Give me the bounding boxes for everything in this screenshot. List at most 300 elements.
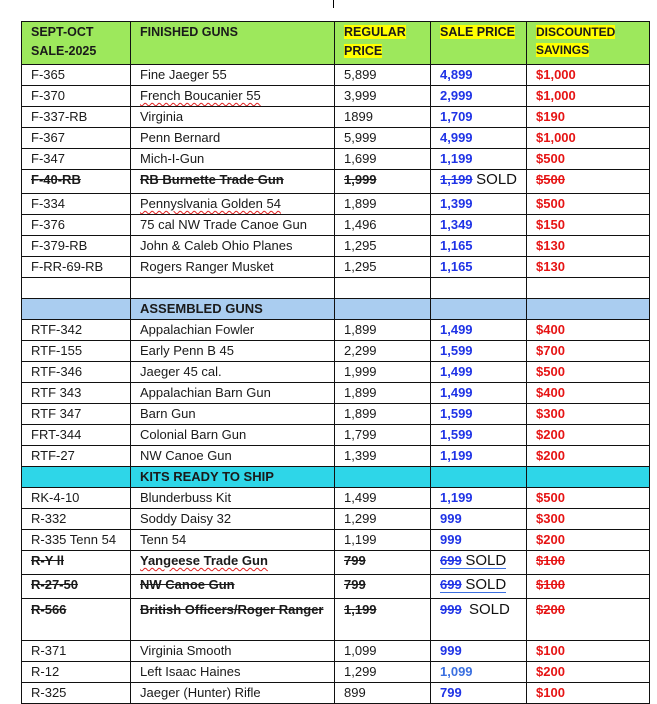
item-code — [22, 404, 131, 425]
sale-price-group — [440, 385, 473, 400]
regular-price — [335, 383, 431, 404]
section-cell — [335, 299, 431, 320]
discount-savings — [527, 662, 650, 683]
section-cell — [335, 467, 431, 488]
item-code — [22, 257, 131, 278]
table-row — [22, 551, 650, 575]
regular-price-text: 1,199 — [344, 602, 377, 617]
savings-text: $190 — [536, 109, 565, 124]
item-code — [22, 86, 131, 107]
savings-text: $200 — [536, 448, 565, 463]
header-line: SEPT-OCT — [31, 25, 94, 39]
sale-price-text: 1,199 — [440, 151, 473, 166]
item-name-text: Appalachian Fowler — [140, 322, 255, 337]
section-cell — [22, 299, 131, 320]
savings-text: $100 — [536, 643, 565, 658]
item-name — [131, 530, 335, 551]
header-sale-period — [22, 22, 131, 65]
header-sale-price — [431, 22, 527, 65]
sale-price-group — [440, 151, 473, 166]
sale-price — [431, 170, 527, 194]
savings-text: $130 — [536, 238, 565, 253]
regular-price — [335, 446, 431, 467]
sale-price-group — [440, 343, 473, 358]
sale-price — [431, 257, 527, 278]
sale-price-group — [440, 427, 473, 442]
empty-cell — [335, 278, 431, 299]
regular-price — [335, 170, 431, 194]
regular-price — [335, 599, 431, 641]
item-code — [22, 128, 131, 149]
item-code — [22, 530, 131, 551]
header-regular-price — [335, 22, 431, 65]
item-code — [22, 194, 131, 215]
item-name — [131, 107, 335, 128]
discount-savings — [527, 320, 650, 341]
section-cell — [527, 467, 650, 488]
blank-row — [22, 278, 650, 299]
section-title-text: KITS READY TO SHIP — [140, 469, 274, 484]
item-name-text: Early Penn B 45 — [140, 343, 234, 358]
item-name-text: NW Canoe Gun — [140, 448, 232, 463]
sale-price-text: 1,199 — [440, 490, 473, 505]
item-code-text: F-RR-69-RB — [31, 259, 104, 274]
discount-savings — [527, 65, 650, 86]
item-code-text: F-365 — [31, 67, 65, 82]
sale-price-text: 1,199 — [440, 448, 473, 463]
regular-price — [335, 530, 431, 551]
savings-text: $500 — [536, 151, 565, 166]
regular-price-text: 1,899 — [344, 406, 377, 421]
item-name-text: Virginia Smooth — [140, 643, 232, 658]
regular-price-text: 1,295 — [344, 259, 377, 274]
item-code-text: F-379-RB — [31, 238, 88, 253]
item-code — [22, 599, 131, 641]
table-row — [22, 488, 650, 509]
sale-price-group — [440, 664, 473, 679]
sale-price-group — [440, 259, 473, 274]
savings-text: $500 — [536, 490, 565, 505]
sale-price-group — [440, 490, 473, 505]
sale-price — [431, 128, 527, 149]
table-row — [22, 662, 650, 683]
item-code-text: FRT-344 — [31, 427, 82, 442]
header-discounted-savings — [527, 22, 650, 65]
item-code — [22, 551, 131, 575]
item-name — [131, 194, 335, 215]
table-row — [22, 404, 650, 425]
item-code — [22, 362, 131, 383]
sale-price-group — [440, 196, 473, 211]
sale-price-group — [440, 448, 473, 463]
regular-price — [335, 509, 431, 530]
item-name-text: Yangeese Trade Gun — [140, 553, 268, 568]
discount-savings — [527, 362, 650, 383]
table-row — [22, 509, 650, 530]
regular-price-text: 899 — [344, 685, 366, 700]
item-code-text: R-Y ll — [31, 553, 64, 568]
regular-price — [335, 575, 431, 599]
item-name — [131, 257, 335, 278]
table-row — [22, 320, 650, 341]
regular-price-text: 799 — [344, 577, 366, 592]
sale-price-text: 4,899 — [440, 67, 473, 82]
savings-text: $100 — [536, 685, 565, 700]
sale-price-text: 4,999 — [440, 130, 473, 145]
item-code-text: F-337-RB — [31, 109, 88, 124]
item-name — [131, 215, 335, 236]
sale-price-group — [440, 217, 473, 232]
item-code — [22, 509, 131, 530]
item-name — [131, 362, 335, 383]
sale-price — [431, 362, 527, 383]
sale-price-text: 699 — [440, 553, 462, 568]
item-name-text: British Officers/Roger Ranger — [140, 602, 324, 617]
item-name-text: Jaeger (Hunter) Rifle — [140, 685, 261, 700]
regular-price-text: 2,299 — [344, 343, 377, 358]
item-name — [131, 404, 335, 425]
sale-price-text: 999 — [440, 532, 462, 547]
section-cell — [22, 467, 131, 488]
savings-text: $400 — [536, 322, 565, 337]
savings-text: $100 — [536, 553, 565, 568]
item-code — [22, 107, 131, 128]
sale-price-group — [440, 88, 473, 103]
sale-price — [431, 86, 527, 107]
regular-price — [335, 257, 431, 278]
empty-cell — [527, 278, 650, 299]
header-finished-guns — [131, 22, 335, 65]
discount-savings — [527, 194, 650, 215]
item-name — [131, 599, 335, 641]
savings-text: $200 — [536, 602, 565, 617]
regular-price — [335, 551, 431, 575]
sale-price-text: 2,999 — [440, 88, 473, 103]
regular-price — [335, 86, 431, 107]
discount-savings — [527, 404, 650, 425]
savings-text: $700 — [536, 343, 565, 358]
sale-price — [431, 662, 527, 683]
regular-price-text: 1,899 — [344, 385, 377, 400]
savings-text: $1,000 — [536, 67, 576, 82]
sale-price-text: 1,599 — [440, 427, 473, 442]
item-name-text: Mich-I-Gun — [140, 151, 205, 166]
regular-price-text: 1,999 — [344, 364, 377, 379]
sale-price — [431, 215, 527, 236]
item-code — [22, 65, 131, 86]
item-code-text: RTF-346 — [31, 364, 83, 379]
regular-price-text: 1,399 — [344, 448, 377, 463]
regular-price — [335, 341, 431, 362]
sale-price — [431, 551, 527, 575]
sale-price-text: 1,099 — [440, 664, 473, 679]
savings-text: $500 — [536, 196, 565, 211]
section-cell — [527, 299, 650, 320]
item-name-text: John & Caleb Ohio Planes — [140, 238, 293, 253]
section-title-text: ASSEMBLED GUNS — [140, 301, 263, 316]
item-code-text: RTF-342 — [31, 322, 83, 337]
sale-price — [431, 425, 527, 446]
header-line: SALE-2025 — [31, 44, 97, 58]
section-assembled-guns — [22, 299, 650, 320]
sale-price-text: 1,499 — [440, 364, 473, 379]
item-code-text: F-347 — [31, 151, 65, 166]
item-name — [131, 320, 335, 341]
sale-price-text: 1,165 — [440, 259, 473, 274]
discount-savings — [527, 257, 650, 278]
item-name — [131, 575, 335, 599]
sale-price — [431, 599, 527, 641]
regular-price-text: 1,299 — [344, 664, 377, 679]
item-code — [22, 662, 131, 683]
sale-price-group — [440, 130, 473, 145]
sale-price-text: 1,199 — [440, 172, 473, 187]
item-name — [131, 65, 335, 86]
savings-text: $400 — [536, 385, 565, 400]
table-row — [22, 149, 650, 170]
item-name — [131, 551, 335, 575]
item-name — [131, 383, 335, 404]
item-name-text: Blunderbuss Kit — [140, 490, 232, 505]
savings-text: $150 — [536, 217, 565, 232]
section-kits-ready-to-ship — [22, 467, 650, 488]
sale-price-text: 1,599 — [440, 343, 473, 358]
sale-price-text: 799 — [440, 685, 462, 700]
regular-price-text: 3,999 — [344, 88, 377, 103]
regular-price-text: 1,199 — [344, 532, 377, 547]
item-code-text: F-370 — [31, 88, 65, 103]
item-code-text: R-332 — [31, 511, 67, 526]
item-name-text: Tenn 54 — [140, 532, 187, 547]
savings-text: $300 — [536, 406, 565, 421]
discount-savings — [527, 509, 650, 530]
discount-savings — [527, 128, 650, 149]
discount-savings — [527, 530, 650, 551]
item-code — [22, 488, 131, 509]
table-row — [22, 194, 650, 215]
header-text: SALE PRICE — [440, 25, 516, 39]
header-line: REGULAR — [344, 25, 406, 39]
sold-badge: SOLD — [465, 552, 507, 569]
sale-price-group — [440, 67, 473, 82]
empty-cell — [431, 278, 527, 299]
sale-price — [431, 236, 527, 257]
regular-price-text: 5,999 — [344, 130, 377, 145]
empty-cell — [131, 278, 335, 299]
sale-price — [431, 446, 527, 467]
item-code — [22, 683, 131, 704]
savings-text: $500 — [536, 172, 565, 187]
sale-price-text: 1,399 — [440, 196, 473, 211]
sale-price-group — [440, 532, 462, 547]
item-name — [131, 170, 335, 194]
table-row — [22, 425, 650, 446]
savings-text: $200 — [536, 664, 565, 679]
regular-price — [335, 662, 431, 683]
table-row — [22, 257, 650, 278]
item-name — [131, 488, 335, 509]
sale-price-text: 1,349 — [440, 217, 473, 232]
sale-price-group — [440, 406, 473, 421]
item-name — [131, 341, 335, 362]
table-row — [22, 641, 650, 662]
discount-savings — [527, 236, 650, 257]
section-title — [131, 299, 335, 320]
savings-text: $1,000 — [536, 88, 576, 103]
discount-savings — [527, 575, 650, 599]
item-name — [131, 425, 335, 446]
item-name-text: RB Burnette Trade Gun — [140, 172, 284, 187]
regular-price — [335, 149, 431, 170]
sale-price-group — [440, 511, 462, 526]
item-code — [22, 641, 131, 662]
regular-price-text: 1,799 — [344, 427, 377, 442]
sale-price-text: 1,165 — [440, 238, 473, 253]
discount-savings — [527, 170, 650, 194]
item-code-text: R-335 Tenn 54 — [31, 532, 117, 547]
item-name-text: 75 cal NW Trade Canoe Gun — [140, 217, 307, 232]
item-code-text: F-367 — [31, 130, 65, 145]
sale-price-text: 999 — [440, 511, 462, 526]
regular-price — [335, 683, 431, 704]
section-cell — [431, 467, 527, 488]
header-line: SAVINGS — [536, 43, 590, 57]
regular-price-text: 799 — [344, 553, 366, 568]
regular-price — [335, 488, 431, 509]
table-row — [22, 170, 650, 194]
item-name — [131, 446, 335, 467]
sale-price — [431, 383, 527, 404]
table-row — [22, 341, 650, 362]
regular-price-text: 1,899 — [344, 196, 377, 211]
item-name — [131, 509, 335, 530]
sale-price-group — [440, 577, 506, 593]
table-row — [22, 236, 650, 257]
item-name-text: NW Canoe Gun — [140, 577, 235, 592]
item-code-text: F-334 — [31, 196, 65, 211]
sale-price — [431, 530, 527, 551]
item-name-text: Colonial Barn Gun — [140, 427, 247, 442]
sale-price-group — [440, 172, 517, 187]
regular-price — [335, 194, 431, 215]
item-name-text: Fine Jaeger 55 — [140, 67, 227, 82]
item-name-text: Barn Gun — [140, 406, 196, 421]
regular-price — [335, 65, 431, 86]
table-row — [22, 86, 650, 107]
savings-text: $100 — [536, 577, 565, 592]
item-code — [22, 383, 131, 404]
sale-price — [431, 404, 527, 425]
table-row — [22, 575, 650, 599]
item-name-text: Rogers Ranger Musket — [140, 259, 274, 274]
item-name-text: Pennyslvania Golden 54 — [140, 196, 281, 211]
sale-price — [431, 683, 527, 704]
discount-savings — [527, 551, 650, 575]
sale-price-group — [440, 685, 462, 700]
item-name-text: French Boucanier 55 — [140, 88, 261, 103]
sold-badge: SOLD — [476, 171, 518, 188]
item-code — [22, 425, 131, 446]
section-cell — [431, 299, 527, 320]
item-code-text: R-27-50 — [31, 577, 78, 592]
regular-price-text: 1,699 — [344, 151, 377, 166]
discount-savings — [527, 641, 650, 662]
item-name-text: Left Isaac Haines — [140, 664, 241, 679]
sale-price — [431, 341, 527, 362]
regular-price-text: 1,299 — [344, 511, 377, 526]
regular-price — [335, 362, 431, 383]
regular-price-text: 1,496 — [344, 217, 377, 232]
discount-savings — [527, 599, 650, 641]
sale-price-text: 1,599 — [440, 406, 473, 421]
regular-price-text: 1,899 — [344, 322, 377, 337]
table-row — [22, 362, 650, 383]
sold-badge: SOLD — [465, 576, 507, 593]
sale-price-group — [440, 602, 510, 617]
regular-price — [335, 320, 431, 341]
item-code-text: R-371 — [31, 643, 67, 658]
regular-price-text: 1,099 — [344, 643, 377, 658]
header-text: FINISHED GUNS — [140, 25, 238, 39]
savings-text: $1,000 — [536, 130, 576, 145]
item-code-text: RK-4-10 — [31, 490, 80, 505]
sale-price — [431, 320, 527, 341]
sale-price-group — [440, 553, 506, 569]
table-row — [22, 683, 650, 704]
discount-savings — [527, 383, 650, 404]
table-row — [22, 128, 650, 149]
header-row — [22, 22, 650, 65]
regular-price — [335, 236, 431, 257]
item-name-text: Appalachian Barn Gun — [140, 385, 271, 400]
item-code-text: R-12 — [31, 664, 60, 679]
table-row — [22, 107, 650, 128]
discount-savings — [527, 107, 650, 128]
discount-savings — [527, 425, 650, 446]
sale-price-text: 999 — [440, 643, 462, 658]
sale-price — [431, 194, 527, 215]
item-name — [131, 149, 335, 170]
sale-price-group — [440, 322, 473, 337]
item-name-text: Penn Bernard — [140, 130, 221, 145]
discount-savings — [527, 86, 650, 107]
item-code-text: RTF-155 — [31, 343, 83, 358]
discount-savings — [527, 683, 650, 704]
item-name-text: Virginia — [140, 109, 184, 124]
sold-badge: SOLD — [468, 601, 510, 618]
discount-savings — [527, 446, 650, 467]
sale-price — [431, 65, 527, 86]
regular-price — [335, 425, 431, 446]
savings-text: $200 — [536, 427, 565, 442]
table-row — [22, 599, 650, 641]
item-name — [131, 662, 335, 683]
sale-price — [431, 509, 527, 530]
regular-price-text: 1,295 — [344, 238, 377, 253]
discount-savings — [527, 488, 650, 509]
sale-price-text: 1,499 — [440, 322, 473, 337]
item-code-text: RTF 343 — [31, 385, 82, 400]
item-code — [22, 236, 131, 257]
sale-price-group — [440, 238, 473, 253]
sale-price-group — [440, 364, 473, 379]
discount-savings — [527, 341, 650, 362]
price-table — [21, 21, 650, 704]
item-name — [131, 236, 335, 257]
item-name — [131, 683, 335, 704]
header-line: DISCOUNTED — [536, 25, 616, 39]
savings-text: $130 — [536, 259, 565, 274]
